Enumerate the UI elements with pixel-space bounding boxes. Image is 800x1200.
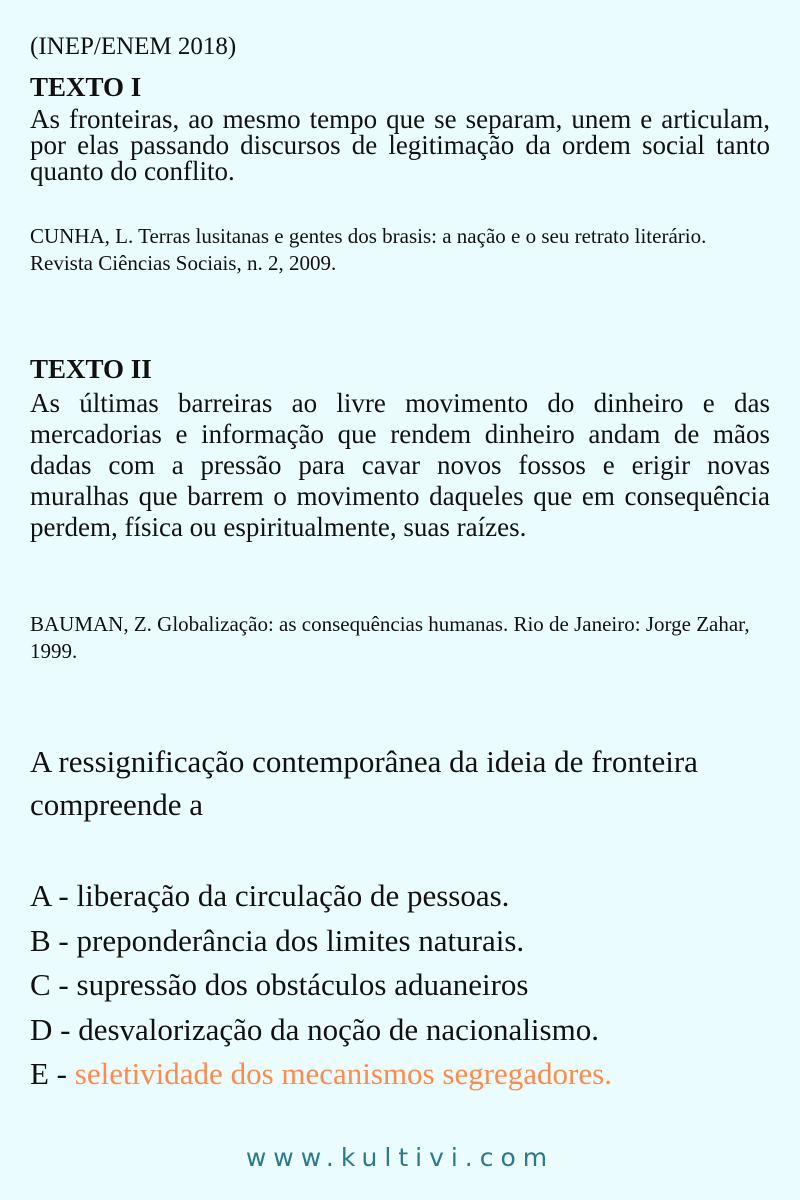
option-e bbox=[30, 1052, 770, 1097]
option-letter: D - bbox=[30, 1011, 79, 1047]
option-letter: A - bbox=[30, 878, 77, 913]
option-text-correct: seletividade dos mecanismos segregadores. bbox=[74, 1056, 612, 1091]
texto2-body: As últimas barreiras ao livre movimento do dinheiro e das mercadorias e informação que rendem dinheiro andam de mãos dadas com a pressão para cavar novos fossos e erigir novas muralhas que barrem o movimento daqueles que em consequência perdem, física ou espiritualmente, suas raízes. bbox=[30, 388, 770, 542]
option-a bbox=[30, 874, 770, 919]
option-letter: C - bbox=[30, 967, 77, 1002]
texto2-citation: BAUMAN, Z. Globalização: as consequências humanas. Rio de Janeiro: Jorge Zahar, 1999. bbox=[30, 612, 750, 663]
option-letter: B - bbox=[30, 922, 77, 958]
option-letter: E - bbox=[30, 1056, 75, 1091]
option-text: desvalorização da noção de nacionalismo. bbox=[78, 1011, 599, 1047]
option-text: liberação da circulação de pessoas. bbox=[76, 878, 510, 913]
option-d bbox=[30, 1008, 770, 1053]
footer-website: www.kultivi.com bbox=[245, 1143, 555, 1172]
option-text: preponderância dos limites naturais. bbox=[76, 922, 525, 958]
texto1-body: As fronteiras, ao mesmo tempo que se separam, unem e articulam, por elas passando discursos de legitimação da ordem social tanto quanto do conflito. bbox=[30, 104, 770, 186]
texto1-title: TEXTO I bbox=[30, 72, 142, 102]
question-stem: A ressignificação contemporânea da ideia de fronteira compreende a bbox=[30, 744, 698, 822]
option-c bbox=[30, 963, 770, 1008]
option-text: supressão dos obstáculos aduaneiros bbox=[76, 967, 529, 1002]
question-source: (INEP/ENEM 2018) bbox=[30, 33, 237, 60]
option-b bbox=[30, 919, 770, 964]
texto2-title: TEXTO II bbox=[30, 354, 152, 384]
answer-options bbox=[30, 874, 770, 1097]
texto1-citation: CUNHA, L. Terras lusitanas e gentes dos brasis: a nação e o seu retrato literário. Revista Ciências Sociais, n. 2, 2009. bbox=[30, 224, 707, 275]
